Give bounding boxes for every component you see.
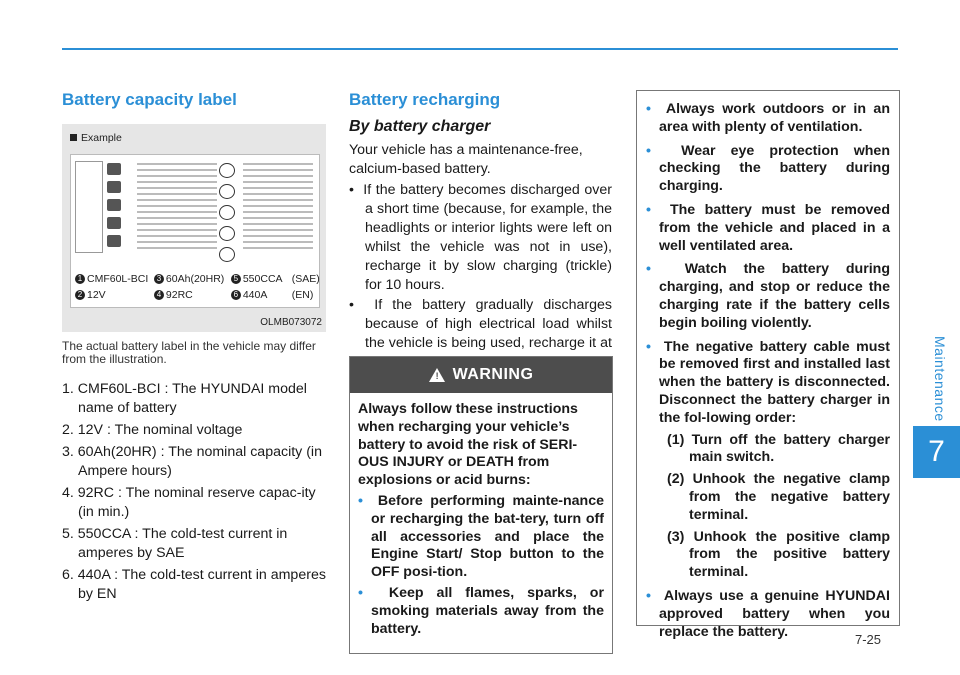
list-item: • Before performing mainte-nance or recharging the bat-tery, turn off all accessories and place the Engine Start/ Stop button to the OFF posi-tion. xyxy=(358,492,604,581)
list-item: 1. CMF60L-BCI : The HYUNDAI model name of battery xyxy=(62,381,307,416)
battery-capacity-heading: Battery capacity label xyxy=(62,90,237,109)
caution-strip xyxy=(75,161,103,253)
list-item: • If the battery gradually discharges because of high electrical load whilst the vehicle is being used, recharge it at xyxy=(349,296,612,372)
list-item: • The battery must be removed from the vehicle and placed in a well ventilated area. xyxy=(646,201,890,254)
square-bullet-icon xyxy=(70,134,77,141)
spec-number-badge: 5 xyxy=(231,274,241,284)
list-item: • If the battery becomes discharged over a short time (because, for example, the headlights or interior lights were left on whilst the vehicle was not in use), recharge it by slow charging (trickle) for 10 hours. xyxy=(349,182,612,293)
list-item-text: If the battery becomes discharged over a short time (because, for example, the headlights or interior lights were left on whilst the vehicle was not in use), recharge it by slow charging (trickle) for 10 hours. xyxy=(363,182,612,293)
label-spec-row-1 xyxy=(75,273,320,285)
section-tab-number: 7 xyxy=(913,426,960,478)
list-item-text: Wear eye protection when checking the battery during charging. xyxy=(659,142,890,195)
battery-label-illustration xyxy=(62,124,326,332)
hazard-icon xyxy=(219,247,235,262)
spec-value: 92RC xyxy=(165,289,193,301)
list-item-text: If the battery gradually discharges because of high electrical load whilst the vehicle is being used, recharge it at xyxy=(365,297,612,351)
spec-list xyxy=(62,380,326,604)
spec-number-badge: 4 xyxy=(154,290,164,300)
fine-print-block xyxy=(137,163,217,253)
warning-pictograms xyxy=(107,163,133,253)
hazard-icon xyxy=(219,226,235,241)
spec-number-badge: 1 xyxy=(75,274,85,284)
label-spec-row-2 xyxy=(75,289,313,301)
hazard-icon xyxy=(219,184,235,199)
recharging-list xyxy=(349,181,612,372)
list-item: 2. 12V : The nominal voltage xyxy=(62,422,243,438)
warning-title: WARNING xyxy=(452,366,534,383)
warning-triangle-icon: ! xyxy=(429,368,445,382)
hazard-pictograms xyxy=(219,163,239,268)
battery-recharging-section xyxy=(349,90,612,373)
step-item: (1) Turn off the battery charger main switch. xyxy=(667,431,890,466)
list-item: 3. 60Ah(20HR) : The nominal capacity (in Ampere hours) xyxy=(62,444,322,479)
spec-number-badge: 6 xyxy=(231,290,241,300)
image-code: OLMB073072 xyxy=(260,317,322,328)
list-item: • Watch the battery during charging, and stop or reduce the charging rate if the battery cells begin boiling violently. xyxy=(646,261,891,331)
list-item: • Always use a genuine HYUNDAI approved battery when you replace the battery. xyxy=(646,587,890,640)
list-item-text: Before performing mainte-nance or recharging the bat-tery, turn off all accessories and place the Engine Start/ Stop button to the OFF posi-tion. xyxy=(371,492,604,581)
recharging-subheading: By battery charger xyxy=(349,118,491,135)
warning-list xyxy=(358,493,604,638)
pictogram-icon xyxy=(107,163,121,175)
warning-header xyxy=(350,357,612,393)
list-item: 5. 550CCA : The cold-test current in amperes by SAE xyxy=(62,526,288,561)
pictogram-icon xyxy=(107,235,121,247)
top-rule xyxy=(62,48,898,50)
warning-intro: Always follow these instructions when recharging your vehicle’s battery to avoid the risk of SERI-OUS INJURY or DEATH from explosions or acid burns: xyxy=(358,401,578,489)
list-item: • Always work outdoors or in an area with plenty of ventilation. xyxy=(646,101,890,135)
list-item-text: Always work outdoors or in an area with plenty of ventilation. xyxy=(659,101,890,135)
spec-value: 60Ah(20HR) xyxy=(165,273,225,285)
recharging-heading: Battery recharging xyxy=(349,90,501,109)
fine-print-block-2 xyxy=(243,163,313,253)
battery-capacity-section xyxy=(62,90,326,607)
list-item: • Keep all flames, sparks, or smoking materials away from the battery. xyxy=(358,584,604,637)
step-item: (3) Unhook the positive clamp from the positive battery terminal. xyxy=(667,528,890,581)
spec-value: (SAE) xyxy=(291,273,320,285)
warning-body xyxy=(350,393,612,638)
spec-value: (EN) xyxy=(291,289,314,301)
hazard-icon xyxy=(219,205,235,220)
spec-value: 440A xyxy=(242,289,268,301)
example-tag xyxy=(70,132,122,144)
warning-box xyxy=(349,356,613,654)
page-number: 7-25 xyxy=(855,632,882,647)
pictogram-icon xyxy=(107,217,121,229)
list-item: 6. 440A : The cold-test current in amperes by EN xyxy=(62,567,326,602)
spec-value: CMF60L-BCI xyxy=(87,273,149,285)
spec-number-badge: 2 xyxy=(75,290,85,300)
pictogram-icon xyxy=(107,199,121,211)
spec-value: 12V xyxy=(87,289,106,301)
list-item-text: The negative battery cable must be removed first and installed last when the battery is disconnected. Disconnect the battery charger in the fol-lowing order: xyxy=(659,338,890,426)
illustration-note: The actual battery label in the vehicle may differ from the illustration. xyxy=(62,339,316,366)
example-label: Example xyxy=(81,132,122,144)
recharging-intro: Your vehicle has a maintenance-free, calcium-based battery. xyxy=(349,142,583,177)
warning-continued-list xyxy=(637,91,899,641)
list-item-text: Watch the battery during charging, and stop or reduce the charging rate if the battery cells begin boiling violently. xyxy=(659,261,891,331)
hazard-icon xyxy=(219,163,235,178)
pictogram-icon xyxy=(107,181,121,193)
list-item: • The negative battery cable must be removed first and installed last when the battery is disconnected. Disconnect the battery charger in the fol-lowing order: (1) Turn off the battery charger main switch. (2) Unhook the negative clamp from the negative battery terminal. (3) Unhook the positive clamp from the positive battery terminal. xyxy=(646,338,890,581)
battery-label-card xyxy=(70,154,320,308)
list-item: 4. 92RC : The nominal reserve capac-ity (in min.) xyxy=(62,485,316,520)
spec-value: 550CCA xyxy=(242,273,283,285)
list-item-text: Keep all flames, sparks, or smoking materials away from the battery. xyxy=(371,584,604,637)
list-item: • Wear eye protection when checking the battery during charging. xyxy=(646,142,890,195)
list-item-text: Always use a genuine HYUNDAI approved battery when you replace the battery. xyxy=(659,587,890,640)
spec-number-badge: 3 xyxy=(154,274,164,284)
step-item: (2) Unhook the negative clamp from the negative battery terminal. xyxy=(667,471,890,523)
list-item-text: The battery must be removed from the vehicle and placed in a well ventilated area. xyxy=(659,201,890,254)
section-tab-label: Maintenance xyxy=(932,336,948,422)
